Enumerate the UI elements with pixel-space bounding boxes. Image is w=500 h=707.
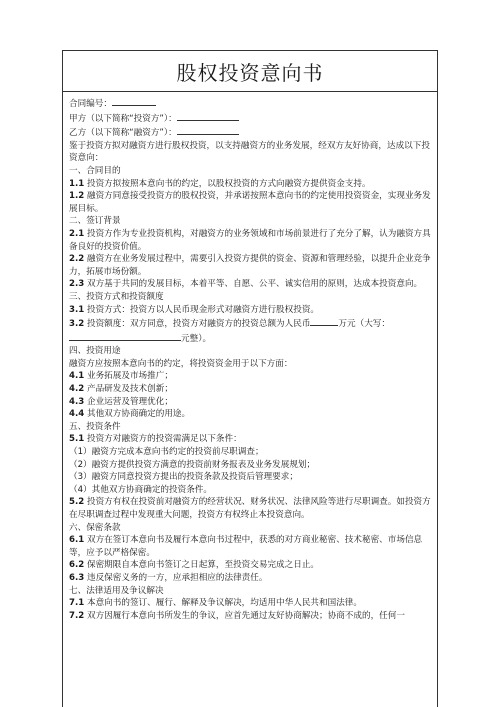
clause-text: 保密期限自本意向书签订之日起算，至投资交易完成之日止。 bbox=[86, 560, 320, 571]
clause-text: 万元（大写： bbox=[338, 319, 390, 330]
party-a-label: 甲方（以下简称“投资方”）： bbox=[69, 113, 177, 124]
clause bbox=[69, 190, 431, 215]
section-heading: 五、投资条件 bbox=[69, 421, 121, 432]
clause-number: 4.2 bbox=[69, 384, 85, 395]
clause-text: 其他双方协商确定的用途。 bbox=[86, 409, 191, 420]
clause-text: 双方基于共同的发展目标，本着平等、自愿、公平、诚实信用的原则，达成本投资意向。 bbox=[86, 279, 423, 290]
amount-blank[interactable] bbox=[310, 316, 338, 326]
clause-number: 4.3 bbox=[69, 396, 85, 407]
section-lead: 融资方应按照本意向书的约定，将投资资金用于以下方面： bbox=[69, 358, 293, 369]
clause-number: 6.2 bbox=[69, 560, 85, 571]
clause bbox=[69, 572, 431, 585]
page-title: 股权投资意向书 bbox=[176, 60, 324, 85]
party-a-line bbox=[69, 111, 431, 126]
document-body bbox=[63, 92, 437, 622]
clause-number: 2.1 bbox=[69, 228, 85, 239]
clause bbox=[69, 178, 431, 191]
clause-text: 融资方提供投资方满意的投资前财务报表及业务发展规划； bbox=[91, 459, 316, 470]
amount-words-blank[interactable] bbox=[69, 331, 181, 341]
clause bbox=[69, 597, 431, 610]
clause-text: 投资额度：双方同意，投资方对融资方的投资总额为人民币 bbox=[86, 319, 311, 330]
clause-number: 1.1 bbox=[69, 178, 85, 189]
clause-number: 4.1 bbox=[69, 371, 85, 382]
sub-clause bbox=[69, 471, 431, 484]
section-heading: 一、合同目的 bbox=[69, 165, 121, 176]
clause-number: 2.2 bbox=[69, 254, 85, 265]
clause-number: 5.2 bbox=[69, 497, 85, 508]
clause-text: 产品研发及技术创新； bbox=[86, 384, 173, 395]
clause-text: 融资方完成本意向书约定的投资前尽职调查； bbox=[91, 447, 264, 458]
clause bbox=[69, 383, 431, 396]
clause-text: 其他双方协商确定的投资条件。 bbox=[91, 484, 212, 495]
clause bbox=[69, 278, 431, 291]
clause bbox=[69, 433, 431, 446]
section-heading: 七、法律适用及争议解决 bbox=[69, 585, 164, 596]
clause-text: 双方在签订本意向书及履行本意向书过程中，获悉的对方商业秘密、技术秘密、市场信息等，应予以严格保密。 bbox=[69, 535, 423, 558]
clause-number: 1.2 bbox=[69, 191, 85, 202]
preamble: 鉴于投资方拟对融资方进行股权投资，以支持融资方的业务发展，经双方友好协商，达成以下投资意向： bbox=[69, 140, 430, 164]
clause-number: 6.3 bbox=[69, 572, 85, 583]
sub-clause-number: （1） bbox=[69, 447, 92, 458]
sub-clause-number: （2） bbox=[69, 459, 92, 470]
clause bbox=[69, 396, 431, 409]
contract-no-line bbox=[69, 96, 431, 111]
clause bbox=[69, 316, 431, 345]
clause-number: 2.3 bbox=[69, 279, 85, 290]
clause-text: 双方因履行本意向书所发生的争议，应首先通过友好协商解决；协商不成的，任何一 bbox=[86, 610, 405, 621]
section-heading: 三、投资方式和投资额度 bbox=[69, 291, 164, 302]
sub-clause bbox=[69, 446, 431, 459]
document-sheet bbox=[62, 50, 438, 707]
clause-number: 3.2 bbox=[69, 319, 85, 330]
clause bbox=[69, 304, 431, 317]
clause bbox=[69, 534, 431, 559]
clause-text: 投资方拟按照本意向书的约定，以股权投资的方式向融资方提供资金支持。 bbox=[86, 178, 371, 189]
clause bbox=[69, 253, 431, 278]
clause-text: 融资方同意接受投资方的股权投资，并承诺按照本意向书的约定使用投资资金，实现业务发展目标。 bbox=[69, 191, 431, 214]
clause-text: 融资方同意投资方提出的投资条款及投资后管理要求； bbox=[91, 472, 298, 483]
clause-number: 4.4 bbox=[69, 409, 85, 420]
clause-text: 企业运营及管理优化； bbox=[86, 396, 173, 407]
section-heading: 二、签订背景 bbox=[69, 216, 121, 227]
clause-text: 投资方有权在投资前对融资方的经营状况、财务状况、法律风险等进行尽职调查。如投资方在尽职调查过程中发现重大问题，投资方有权终止本投资意向。 bbox=[69, 497, 431, 520]
clause bbox=[69, 228, 431, 253]
clause-text: 元整）。 bbox=[181, 333, 212, 344]
clause-text: 投资方式：投资方以人民币现金形式对融资方进行股权投资。 bbox=[86, 304, 320, 315]
party-a-blank[interactable] bbox=[177, 111, 239, 121]
clause-number: 7.1 bbox=[69, 598, 85, 609]
clause bbox=[69, 610, 431, 623]
section-heading: 四、投资用途 bbox=[69, 346, 121, 357]
party-b-blank[interactable] bbox=[177, 125, 239, 135]
clause-number: 3.1 bbox=[69, 304, 85, 315]
clause-text: 业务拓展及市场推广； bbox=[86, 371, 173, 382]
clause-number: 6.1 bbox=[69, 535, 85, 546]
clause-number: 5.1 bbox=[69, 434, 85, 445]
sub-clause-number: （3） bbox=[69, 472, 92, 483]
sub-clause bbox=[69, 459, 431, 472]
sub-clause-number: （4） bbox=[69, 484, 92, 495]
contract-no-label: 合同编号： bbox=[69, 99, 112, 109]
clause-number: 7.2 bbox=[69, 610, 85, 621]
clause bbox=[69, 559, 431, 572]
clause bbox=[69, 370, 431, 383]
clause-text: 投资方对融资方的投资需满足以下条件： bbox=[86, 434, 242, 445]
clause-text: 违反保密义务的一方，应承担相应的法律责任。 bbox=[86, 572, 268, 583]
section-heading: 六、保密条款 bbox=[69, 522, 121, 533]
clause-text: 本意向书的签订、履行、解释及争议解决，均适用中华人民共和国法律。 bbox=[86, 598, 362, 609]
clause bbox=[69, 496, 431, 521]
sub-clause bbox=[69, 484, 431, 497]
party-b-line bbox=[69, 125, 431, 140]
title-row bbox=[63, 51, 437, 92]
contract-no-blank[interactable] bbox=[112, 96, 156, 106]
clause-text: 投资方作为专业投资机构，对融资方的业务领域和市场前景进行了充分了解，认为融资方具备良好的投资价值。 bbox=[69, 228, 431, 252]
party-b-label: 乙方（以下简称“融资方”）： bbox=[69, 128, 177, 139]
clause bbox=[69, 408, 431, 421]
clause-text: 融资方在业务发展过程中，需要引入投资方提供的资金、资源和管理经验，以提升企业竞争力，拓展市场份额。 bbox=[69, 254, 431, 277]
